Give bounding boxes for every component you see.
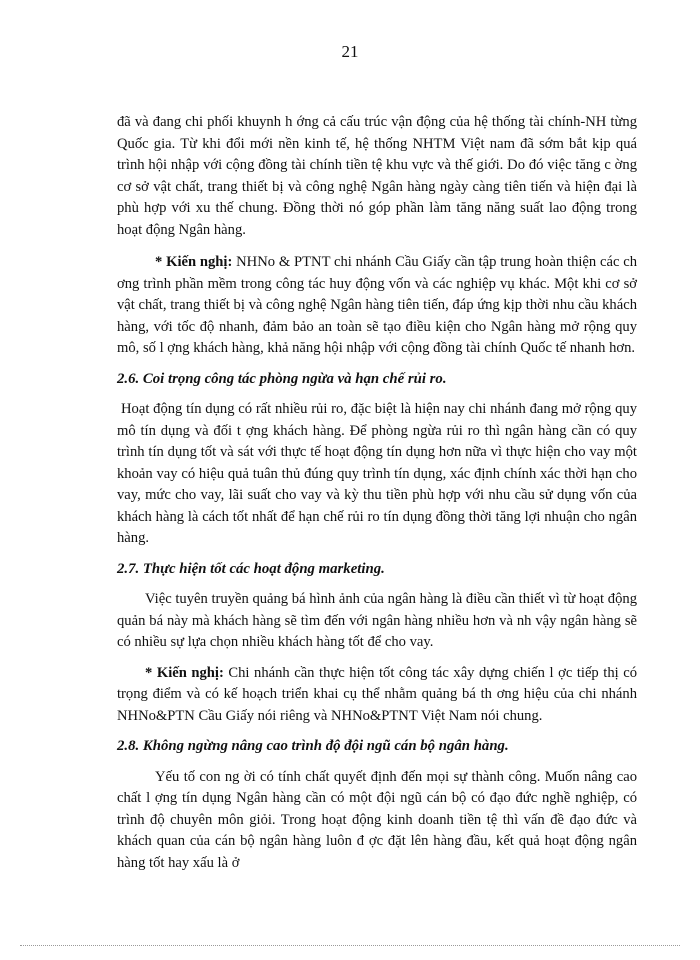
page-bottom-divider xyxy=(20,945,680,946)
section-heading-2-8: 2.8. Không ngừng nâng cao trình độ đội ngũ cán bộ ngân hàng. xyxy=(117,738,509,754)
paragraph-risk-prevention: Hoạt động tín dụng có rất nhiều rủi ro, đặc biệt là hiện nay chi nhánh đang mở rộng quy mô tín dụng và đối t ợng khách hàng. Để phòng ngừa rủi ro thì ngân hàng cần có quy trình tín dụng tốt và sát với thực tế hoạt động tín dụng hơn nữa vì thực hiện cho vay một khoản vay có hiệu quả tuân thủ đúng quy trình tín dụng, xác định chính xác thời hạn cho vay, mức cho vay, lãi suất cho vay và kỳ thu tiền phù hợp với nhu cầu sử dụng vốn của khách hàng là cách tốt nhất để hạn chế rủi ro tín dụng đồng thời tăng lợi nhuận cho ngân hàng. xyxy=(117,401,637,546)
recommendation-text: NHNo & PTNT chi nhánh Cầu Giấy cần tập trung hoàn thiện các ch ơng trình phần mềm trong công tác huy động vốn và các nghiệp vụ khác. Một khi cơ sở vật chất, trang thiết bị và công nghệ Ngân hàng tiên tiến, đáp ứng kịp thời nhu cầu khách hàng, với tốc độ nhanh, đảm bảo an toàn sẽ tạo điều kiện cho Ngân hàng mở rộng quy mô, số l ợng khách hàng, khả năng hội nhập với cộng đồng tài chính Quốc tế nhanh hơn. xyxy=(117,254,637,356)
page-number: 21 xyxy=(341,42,359,61)
paragraph-intro: đã và đang chi phối khuynh h ớng cả cấu trúc vận động của hệ thống tài chính-NH từng Quốc gia. Từ khi đổi mới nền kinh tế, hệ thống NHTM Việt nam đã sớm bắt kịp quá trình hội nhập với cộng đồng tài chính tiền tệ khu vực và thế giới. Do đó việc tăng c ờng cơ sở vật chất, trang thiết bị và công nghệ Ngân hàng ngày càng tiên tiến và hiện đại là phù hợp với xu thế chung. Đồng thời nó góp phần làm tăng năng suất lao động trong hoạt động Ngân hàng. xyxy=(117,114,637,238)
document-body xyxy=(117,112,637,883)
paragraph-marketing: Việc tuyên truyền quảng bá hình ảnh của ngân hàng là điều cần thiết vì từ hoạt động quản bá này mà khách hàng sẽ tìm đến với ngân hàng nhiều hơn và nh vậy ngân hàng sẽ có nhiều sự lựa chọn nhiều khách hàng tốt để cho vay. xyxy=(117,591,637,650)
recommendation-label: * Kiến nghị: xyxy=(155,254,233,270)
section-heading-2-7: 2.7. Thực hiện tốt các hoạt động marketing. xyxy=(117,560,385,577)
paragraph-recommendation-technology xyxy=(117,252,637,360)
section-heading-2-6: 2.6. Coi trọng công tác phòng ngừa và hạn chế rủi ro. xyxy=(117,370,447,387)
paragraph-recommendation-marketing xyxy=(117,663,637,728)
recommendation-label: * Kiến nghị: xyxy=(145,664,224,681)
recommendation-text: Chi nhánh cần thực hiện tốt công tác xây dựng chiến l ợc tiếp thị có trọng điểm và có kế hoạch triển khai cụ thể nhằm quảng bá th ơng hiệu của chi nhánh NHNo&PTN Cầu Giấy nói riêng và NHNo&PTNT Việt Nam nói chung. xyxy=(117,664,637,724)
paragraph-staff-training: Yếu tố con ng ời có tính chất quyết định đến mọi sự thành công. Muốn nâng cao chất l ợng tín dụng Ngân hàng cần có một đội ngũ cán bộ có đạo đức nghề nghiệp, có trình độ chuyên môn giỏi. Trong hoạt động kinh doanh tiền tệ thì vấn đề đạo đức và khách quan của cán bộ ngân hàng luôn đ ợc đặt lên hàng đầu, kết quả hoạt động ngân hàng tốt hay xấu là ở xyxy=(117,768,637,871)
